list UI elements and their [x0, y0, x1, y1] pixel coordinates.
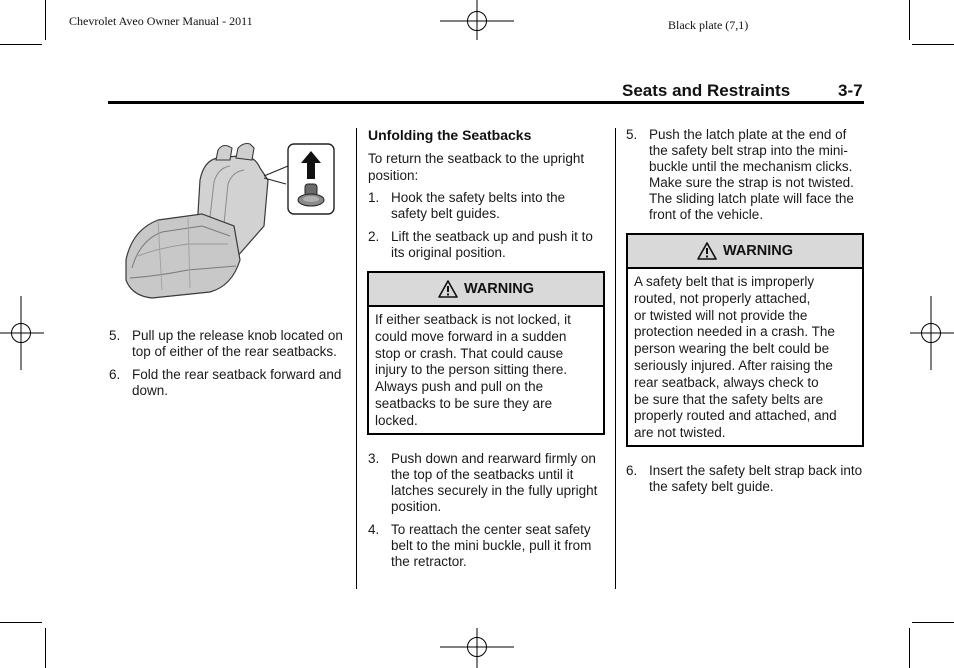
section-title: Seats and Restraints: [622, 81, 791, 100]
list-item: [626, 127, 866, 223]
warning-text: [628, 269, 862, 442]
list-item: [368, 229, 604, 261]
warning-line: are not twisted.: [634, 425, 726, 441]
warning-text: [369, 307, 603, 430]
column-separator-1: [356, 128, 357, 589]
warning-title: WARNING: [463, 281, 535, 297]
step-text: Hook the safety belts into the safety belt guides.: [391, 190, 566, 221]
registration-mark-bottom: [440, 626, 514, 668]
warning-line: A safety belt that is improperly: [634, 274, 815, 289]
warning-header: [628, 235, 862, 269]
list-item: [626, 463, 866, 495]
step-number: 1.: [368, 190, 380, 205]
warning-line: properly routed and attached, and: [634, 408, 837, 424]
warning-title: WARNING: [722, 243, 794, 259]
right-steps-b: [626, 463, 866, 502]
list-item: [368, 522, 604, 570]
warning-line: could move forward in a sudden: [375, 328, 567, 344]
warning-line: routed, not properly attached,: [634, 290, 811, 306]
step-text: Lift the seatback up and push it to its original position.: [391, 229, 593, 260]
column-separator-2: [615, 128, 616, 589]
step-text: Insert the safety belt strap back into the safety belt guide.: [649, 463, 863, 494]
step-number: 5.: [109, 328, 121, 343]
warning-line: seriously injured. After raising the: [634, 357, 833, 373]
middle-steps-b: [368, 451, 604, 577]
warning-header: [369, 273, 603, 307]
step-text: To reattach the center seat safety belt to the mini buckle, pull it from the retractor.: [391, 522, 592, 569]
list-item: [368, 190, 604, 222]
step-number: 5.: [626, 127, 638, 142]
left-column-steps: [109, 328, 345, 406]
manual-title: Chevrolet Aveo Owner Manual - 2011: [69, 14, 253, 28]
warning-line: If either seatback is not locked, it: [375, 312, 571, 327]
warning-line: rear seatback, always check to: [634, 374, 819, 390]
list-item: [109, 328, 345, 360]
warning-line: Always push and pull on the: [375, 379, 544, 395]
intro-paragraph: To return the seatback to the upright position:: [368, 151, 585, 183]
list-item: [368, 451, 604, 515]
middle-steps-a: [368, 190, 604, 268]
page-number: 3-7: [838, 81, 863, 100]
warning-icon: [438, 280, 458, 298]
warning-line: stop or crash. That could cause: [375, 345, 564, 361]
warning-line: person wearing the belt could be: [634, 341, 830, 357]
registration-mark-right: [910, 296, 954, 370]
step-number: 2.: [368, 229, 380, 244]
warning-line: or twisted will not provide the: [634, 307, 808, 323]
step-number: 4.: [368, 522, 380, 537]
warning-line: be sure that the safety belts are: [634, 391, 824, 407]
right-steps-a: [626, 127, 866, 230]
registration-mark-top: [440, 0, 514, 42]
warning-box: [626, 233, 864, 447]
plate-label: Black plate (7,1): [668, 18, 749, 32]
step-number: 6.: [109, 367, 121, 382]
step-text: Fold the rear seatback forward and down.: [132, 367, 342, 398]
up-arrow-icon: [300, 150, 322, 180]
warning-line: injury to the person sitting there.: [375, 362, 568, 378]
step-text: Push down and rearward firmly on the top of the seatbacks until it latches securely in the fully upright position.: [391, 451, 598, 514]
warning-icon: [697, 242, 717, 260]
registration-mark-left: [0, 296, 44, 370]
warning-line: protection needed in a crash. The: [634, 324, 835, 340]
warning-line: locked.: [375, 412, 418, 428]
warning-line: seatbacks to be sure they are: [375, 395, 553, 411]
step-text: Push the latch plate at the end of the safety belt strap into the mini-buckle until the mechanism clicks. Make sure the strap is not twisted. The sliding latch plate will face the front of the vehicle.: [649, 127, 854, 222]
list-item: [109, 367, 345, 399]
step-number: 3.: [368, 451, 380, 466]
step-number: 6.: [626, 463, 638, 478]
header-rule: [108, 101, 864, 104]
release-knob-icon: [296, 182, 326, 210]
section-heading: Unfolding the Seatbacks: [368, 127, 532, 143]
warning-box: [367, 271, 605, 435]
step-text: Pull up the release knob located on top of either of the rear seatbacks.: [132, 328, 343, 359]
